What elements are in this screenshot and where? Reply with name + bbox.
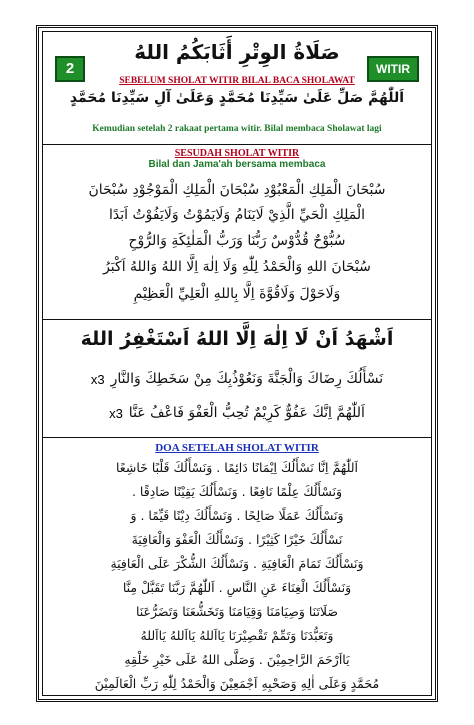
doa-line-10: مُحَمَّدٍ وَعَلَى اٰلِهِ وَصَحْبِهِ اَجْمَعِيْنَ وَالْحَمْدُ لِلّٰهِ رَبِّ الْعَالَمِيْنَ bbox=[94, 676, 380, 691]
repeat-count: x3 bbox=[90, 371, 105, 387]
doa-line-4: نَسْأَلُكَ خَيْرًا كَثِيْرًا . وَنَسْأَلُكَ الْعَفْوَ وَالْعَافِيَةَ bbox=[131, 532, 343, 547]
afuw-row bbox=[59, 405, 415, 421]
shahadah-istighfar-line: اَشْهَدُ اَنْ لَا اِلٰهَ اِلَّا اللهُ اَسْتَغْفِرُ اللهَ bbox=[80, 328, 394, 350]
witir-badge: WITIR bbox=[367, 56, 419, 82]
tasbih-line-3: سُبُّوْحٌ قُدُّوْسٌ رَبُّنَا وَرَبُّ الْمَلٰئِكَةِ وَالرُّوْحِ bbox=[128, 233, 346, 249]
note-after-two-rakaat: Kemudian setelah 2 rakaat pertama witir. Bilal membaca Sholawat lagi bbox=[92, 124, 382, 134]
allahumma-afuw-line: اَللّٰهُمَّ اِنَّكَ عَفُوٌّ كَرِيْمٌ تُحِبُّ الْعَفْوَ فَاعْفُ عَنَّا bbox=[128, 405, 365, 421]
tasbih-line-5: وَلَاحَوْلَ وَلَاقُوَّةَ اِلَّا بِاللهِ الْعَلِيِّ الْعَظِيْمِ bbox=[133, 286, 341, 302]
divider-2 bbox=[43, 319, 431, 320]
doa-line-1: اَللّٰهُمَّ اِنَّا نَسْأَلُكَ اِيْمَانًا دَائِمًا . وَنَسْأَلُكَ قَلْبًا خَاشِعًا bbox=[116, 460, 358, 475]
doa-line-5: وَنَسْأَلُكَ تَمَامَ الْعَافِيَةِ . وَنَسْأَلُكَ الشُّكْرَ عَلَى الْعَافِيَةِ bbox=[110, 556, 364, 571]
section-after-title: SESUDAH SHOLAT WITIR bbox=[174, 148, 300, 159]
divider-3 bbox=[43, 437, 431, 438]
doa-title: DOA SETELAH SHOLAT WITIR bbox=[155, 442, 319, 454]
tasbih-line-1: سُبْحَانَ الْمَلِكِ الْمَعْبُوْدِ سُبْحَانَ الْمَلِكِ الْمَوْجُوْدِ سُبْحَانَ bbox=[88, 182, 386, 198]
doa-line-2: وَنَسْأَلُكَ عِلْمًا نَافِعًا . وَنَسْأَلُكَ يَقِيْنًا صَادِقًا . bbox=[131, 484, 343, 499]
repeat-count: x3 bbox=[109, 405, 123, 421]
doa-line-3: وَنَسْأَلُكَ عَمَلًا صَالِحًا . وَنَسْأَلُكَ دِيْنًا قَيِّمًا . وَ bbox=[130, 508, 344, 523]
doa-line-8: وَتَعَبُّدَنَا وَتَمِّمْ تَقْصِيْرَنَا يَااَللهُ يَااَللهُ يَااَللهُ bbox=[140, 628, 334, 643]
tasbih-line-4: سُبْحَانَ اللهِ وَالْحَمْدُ لِلّٰهِ وَلَا اِلٰهَ اِلَّا اللهُ وَاللهُ اَكْبَرُ bbox=[103, 259, 371, 275]
header-title-arabic: صَلَاةُ الوِتْرِ أَثَابَكُمُ اللهُ bbox=[134, 40, 340, 64]
tasbih-line-2: الْمَلِكِ الْحَيِّ الَّذِيْ لَايَنَامُ وَلَايَمُوْتُ وَلَايَفُوْتُ اَبَدًا bbox=[108, 207, 366, 223]
subtitle-before-witir: SEBELUM SHOLAT WITIR BILAL BACA SHOLAWAT bbox=[119, 76, 355, 86]
doa-line-6: وَنَسْأَلُكَ الْغِنَاءَ عَنِ النَّاسِ . اَللّٰهُمَّ رَبَّنَا تَقَبَّلْ مِنَّا bbox=[122, 580, 352, 595]
page-inner-border bbox=[42, 31, 432, 696]
divider-1 bbox=[43, 144, 431, 145]
nasaluka-line: نَسْأَلُكَ رِضَاكَ وَالْجَنَّةَ وَنَعُوْذُبِكَ مِنْ سَخَطِكَ وَالنَّارِ bbox=[110, 371, 384, 387]
page-frame bbox=[36, 25, 438, 702]
page-number-badge: 2 bbox=[55, 56, 85, 82]
section-after-subtitle: Bilal dan Jama'ah bersama membaca bbox=[148, 159, 326, 170]
sholawat-line: اَللّٰهُمَّ صَلِّ عَلَىٰ سَيِّدِنَا مُحَمَّدٍ وَعَلَىٰ آلِ سَيِّدِنَا مُحَمَّدٍ bbox=[69, 90, 405, 106]
doa-line-9: يَااَرْحَمَ الرَّاحِمِيْنَ . وَصَلَّى اللهُ عَلَى خَيْرِ خَلْقِهِ bbox=[124, 652, 350, 667]
nasaluka-row bbox=[59, 371, 415, 387]
doa-line-7: صَلَاتَنَا وَصِيَامَنَا وَقِيَامَنَا وَتَخَشُّعَنَا وَتَضَرُّعَنَا bbox=[135, 604, 339, 619]
